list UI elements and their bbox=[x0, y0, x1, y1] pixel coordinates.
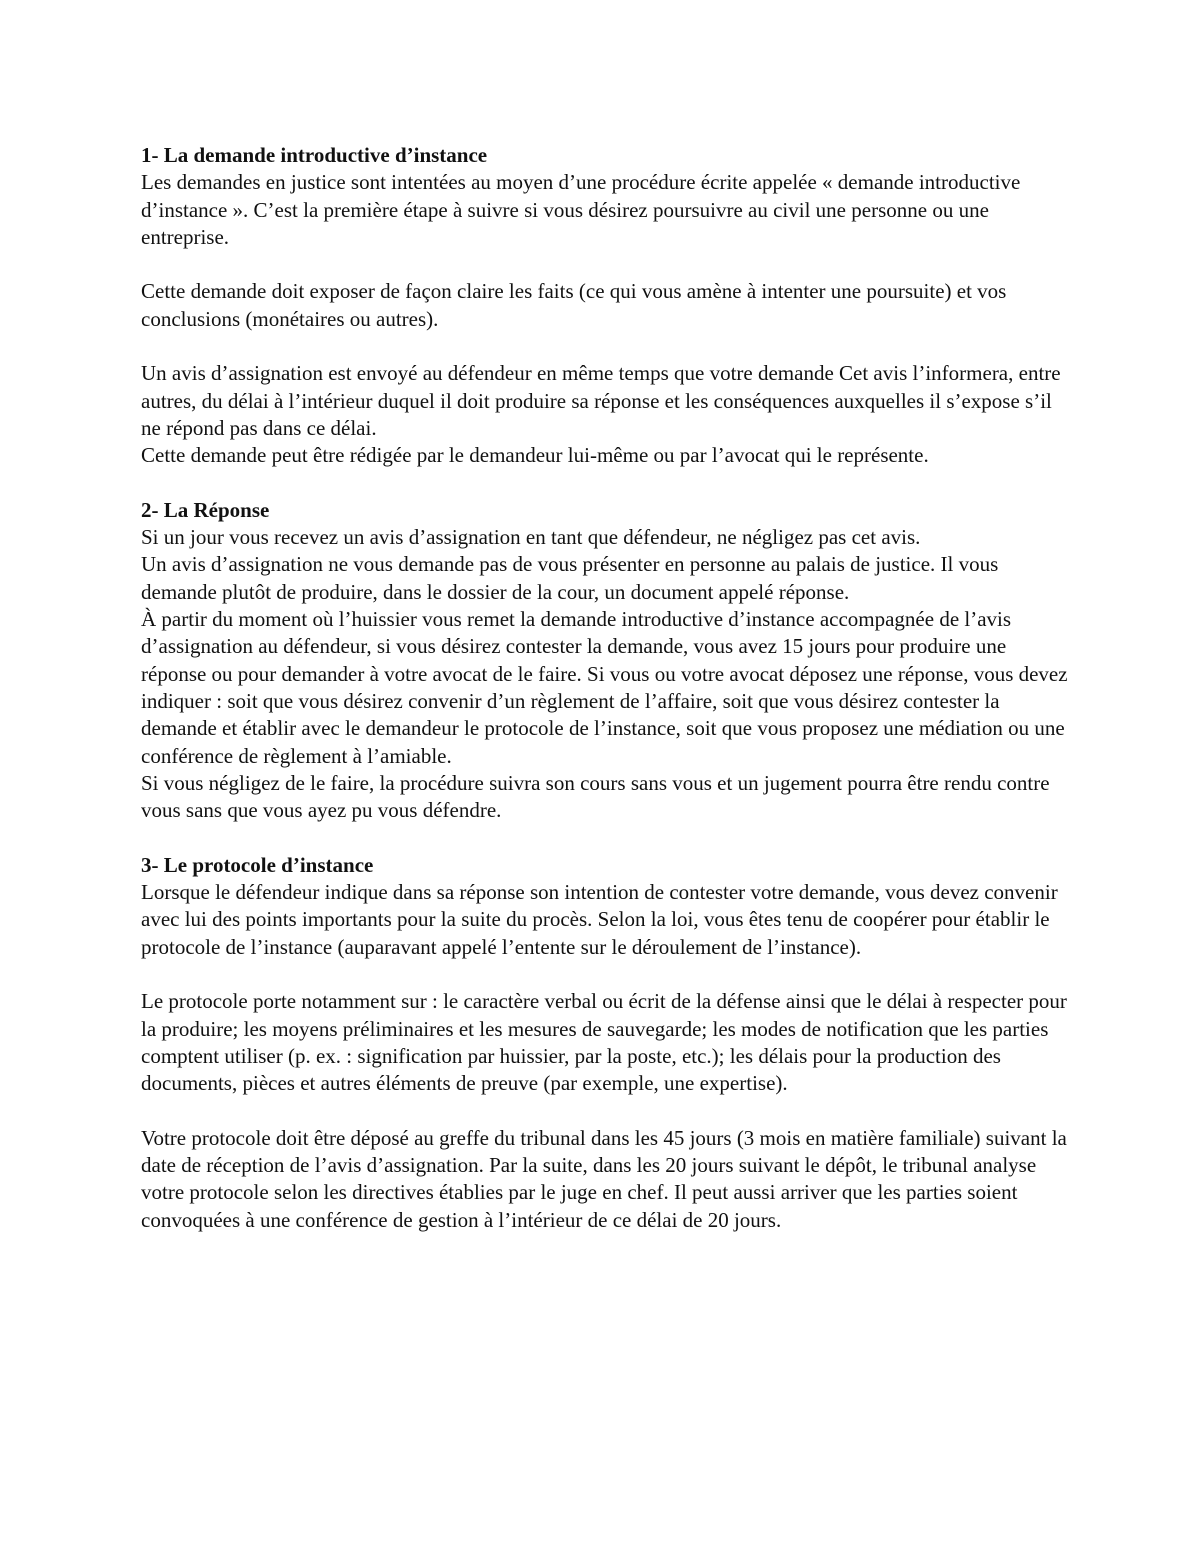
section-heading: 2- La Réponse bbox=[141, 497, 270, 522]
paragraph: Cette demande peut être rédigée par le demandeur lui-même ou par l’avocat qui le représente. bbox=[141, 443, 929, 468]
paragraph: Le protocole porte notamment sur : le caractère verbal ou écrit de la défense ainsi que le délai à respecter pour la produire; les moyens préliminaires et les mesures de sauvegarde; les modes de notification que les parties comptent utiliser (p. ex. : signification par huissier, par la poste, etc.); les délais pour la production des documents, pièces et autres éléments de preuve (par exemple, une expertise). bbox=[141, 989, 1067, 1096]
section-protocole-instance bbox=[141, 852, 1071, 1234]
paragraph: Cette demande doit exposer de façon claire les faits (ce qui vous amène à intenter une poursuite) et vos conclusions (monétaires ou autres). bbox=[141, 279, 1007, 331]
paragraph: Un avis d’assignation est envoyé au défendeur en même temps que votre demande Cet avis l’informera, entre autres, du délai à l’intérieur duquel il doit produire sa réponse et les conséquences auxquelles il s’expose s’il ne répond pas dans ce délai. bbox=[141, 361, 1061, 440]
paragraph: Si un jour vous recevez un avis d’assignation en tant que défendeur, ne négligez pas cet avis. bbox=[141, 525, 921, 550]
section-heading: 1- La demande introductive d’instance bbox=[141, 143, 488, 167]
section-reponse bbox=[141, 497, 1071, 825]
paragraph: Lorsque le défendeur indique dans sa réponse son intention de contester votre demande, vous devez convenir avec lui des points importants pour la suite du procès. Selon la loi, vous êtes tenu de coopérer pour établir le protocole de l’instance (auparavant appelé l’entente sur le déroulement de l’instance). bbox=[141, 880, 1058, 959]
paragraph: À partir du moment où l’huissier vous remet la demande introductive d’instance accompagnée de l’avis d’assignation au défendeur, si vous désirez contester la demande, vous avez 15 jours pour produire une réponse ou pour demander à votre avocat de le faire. Si vous ou votre avocat déposez une réponse, vous devez indiquer : soit que vous désirez convenir d’un règlement de l’affaire, soit que vous désirez contester la demande et établir avec le demandeur le protocole de l’instance, soit que vous proposez une médiation ou une conférence de règlement à l’amiable. bbox=[141, 607, 1068, 768]
document-body bbox=[141, 142, 1071, 1234]
section-heading: 3- Le protocole d’instance bbox=[141, 852, 374, 877]
paragraph: Un avis d’assignation ne vous demande pas de vous présenter en personne au palais de justice. Il vous demande plutôt de produire, dans le dossier de la cour, un document appelé réponse. bbox=[141, 552, 999, 604]
section-demande-introductive bbox=[141, 142, 1071, 470]
paragraph: Les demandes en justice sont intentées au moyen d’une procédure écrite appelée « demande introductive d’instance ». C’est la première étape à suivre si vous désirez poursuivre au civil une personne ou une entreprise. bbox=[141, 170, 1021, 249]
paragraph: Si vous négligez de le faire, la procédure suivra son cours sans vous et un jugement pourra être rendu contre vous sans que vous ayez pu vous défendre. bbox=[141, 770, 1050, 823]
paragraph: Votre protocole doit être déposé au greffe du tribunal dans les 45 jours (3 mois en matière familiale) suivant la date de réception de l’avis d’assignation. Par la suite, dans les 20 jours suivant le dépôt, le tribunal analyse votre protocole selon les directives établies par le juge en chef. Il peut aussi arriver que les parties soient convoquées à une conférence de gestion à l’intérieur de ce délai de 20 jours. bbox=[141, 1125, 1067, 1232]
